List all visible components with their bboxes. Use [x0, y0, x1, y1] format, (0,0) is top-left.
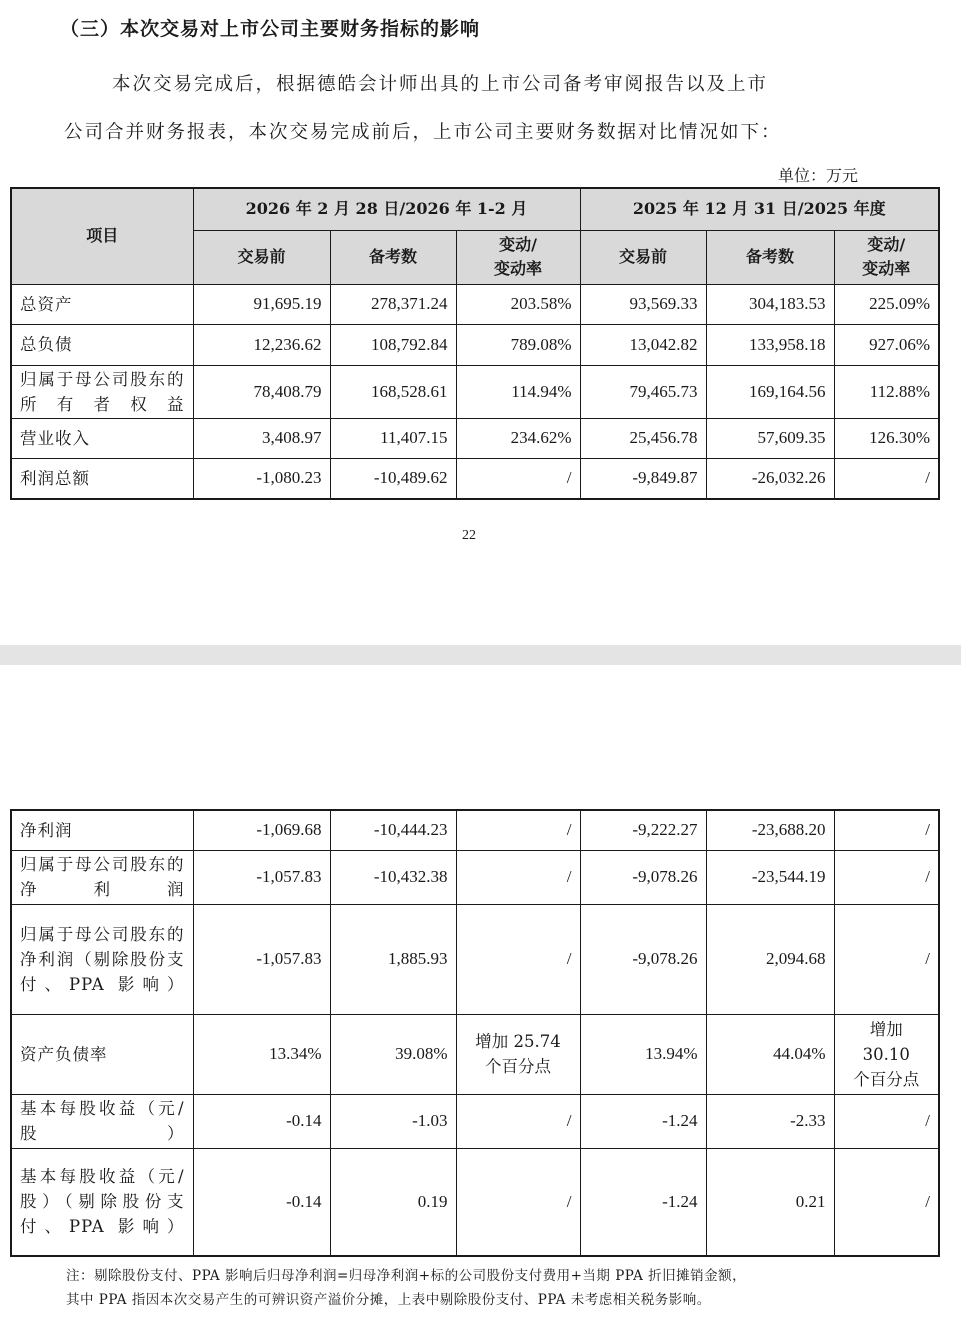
cell-value: 114.94%	[456, 365, 580, 418]
cell-value: 78,408.79	[193, 365, 330, 418]
cell-value: 169,164.56	[706, 365, 834, 418]
row-label: 营业收入	[11, 418, 193, 458]
cell-value: -1,057.83	[193, 904, 330, 1014]
cell-value: 13.94%	[580, 1014, 706, 1094]
cell-value: 91,695.19	[193, 284, 330, 324]
header-period-2025: 2025 年 12 月 31 日/2025 年度	[580, 188, 939, 230]
cell-value: -23,688.20	[706, 810, 834, 850]
table-row	[11, 850, 939, 904]
cell-value: /	[834, 904, 939, 1014]
cell-value: 234.62%	[456, 418, 580, 458]
header-proforma-2026: 备考数	[330, 230, 456, 284]
cell-value: /	[456, 1148, 580, 1256]
cell-value: 1,885.93	[330, 904, 456, 1014]
table-footnote	[66, 1264, 746, 1312]
table-row	[11, 1014, 939, 1094]
cell-value: 304,183.53	[706, 284, 834, 324]
row-label: 归属于母公司股东的净利润	[11, 850, 193, 904]
row-label: 净利润	[11, 810, 193, 850]
row-label: 基本每股收益（元/股）（剔除股份支付、PPA 影响）	[11, 1148, 193, 1256]
unit-label: 单位：万元	[778, 166, 859, 185]
intro-paragraph-line2: 公司合并财务报表，本次交易完成前后，上市公司主要财务数据对比情况如下：	[64, 122, 782, 143]
row-label: 归属于母公司股东的所有者权益	[11, 365, 193, 418]
cell-value: 93,569.33	[580, 284, 706, 324]
cell-value: 57,609.35	[706, 418, 834, 458]
header-before-2025: 交易前	[580, 230, 706, 284]
table-row	[11, 904, 939, 1014]
cell-value: 225.09%	[834, 284, 939, 324]
cell-value: -0.14	[193, 1148, 330, 1256]
header-before-2026: 交易前	[193, 230, 330, 284]
cell-value: -1,057.83	[193, 850, 330, 904]
row-label: 总资产	[11, 284, 193, 324]
cell-value: 927.06%	[834, 324, 939, 365]
cell-value: -0.14	[193, 1094, 330, 1148]
cell-value: 25,456.78	[580, 418, 706, 458]
cell-value: -10,432.38	[330, 850, 456, 904]
cell-value: 278,371.24	[330, 284, 456, 324]
cell-value: 2,094.68	[706, 904, 834, 1014]
row-label: 资产负债率	[11, 1014, 193, 1094]
cell-value: -9,078.26	[580, 850, 706, 904]
cell-value: /	[834, 810, 939, 850]
cell-value: 133,958.18	[706, 324, 834, 365]
header-change-2025: 变动/ 变动率	[834, 230, 939, 284]
cell-value: 39.08%	[330, 1014, 456, 1094]
cell-value: -10,489.62	[330, 458, 456, 499]
cell-value: 3,408.97	[193, 418, 330, 458]
cell-value: /	[834, 1148, 939, 1256]
row-label: 基本每股收益（元/股）	[11, 1094, 193, 1148]
cell-value: /	[456, 850, 580, 904]
cell-value: 112.88%	[834, 365, 939, 418]
cell-value: 168,528.61	[330, 365, 456, 418]
table-row	[11, 324, 939, 365]
table-row	[11, 1148, 939, 1256]
intro-paragraph-line1: 本次交易完成后，根据德皓会计师出具的上市公司备考审阅报告以及上市	[112, 74, 769, 95]
cell-value: 203.58%	[456, 284, 580, 324]
cell-value: /	[456, 458, 580, 499]
table-row	[11, 810, 939, 850]
header-change-2026: 变动/ 变动率	[456, 230, 580, 284]
table-row	[11, 365, 939, 418]
cell-value: 13.34%	[193, 1014, 330, 1094]
cell-value: /	[456, 904, 580, 1014]
cell-value: 12,236.62	[193, 324, 330, 365]
cell-value: /	[834, 1094, 939, 1148]
footnote-line2: 其中 PPA 指因本次交易产生的可辨识资产溢价分摊，上表中剔除股份支付、PPA 未考虑相关税务影响。	[66, 1292, 711, 1308]
cell-value: /	[456, 1094, 580, 1148]
cell-value: 增加 25.74 个百分点	[456, 1014, 580, 1094]
cell-value: 789.08%	[456, 324, 580, 365]
cell-value: 108,792.84	[330, 324, 456, 365]
header-proforma-2025: 备考数	[706, 230, 834, 284]
financial-table-part2	[10, 809, 940, 1257]
cell-value: -1.03	[330, 1094, 456, 1148]
cell-value: -1.24	[580, 1148, 706, 1256]
cell-value: /	[834, 850, 939, 904]
cell-value: -23,544.19	[706, 850, 834, 904]
cell-value: /	[456, 810, 580, 850]
header-item: 项目	[11, 188, 193, 284]
cell-value: -10,444.23	[330, 810, 456, 850]
page-number: 22	[462, 528, 476, 543]
cell-value: -9,078.26	[580, 904, 706, 1014]
cell-value: -1,069.68	[193, 810, 330, 850]
table-row	[11, 458, 939, 499]
cell-value: -9,222.27	[580, 810, 706, 850]
cell-value: 126.30%	[834, 418, 939, 458]
cell-value: 增加 30.10 个百分点	[834, 1014, 939, 1094]
row-label: 总负债	[11, 324, 193, 365]
cell-value: 13,042.82	[580, 324, 706, 365]
cell-value: 79,465.73	[580, 365, 706, 418]
cell-value: -1.24	[580, 1094, 706, 1148]
cell-value: -1,080.23	[193, 458, 330, 499]
cell-value: -26,032.26	[706, 458, 834, 499]
financial-table-part1	[10, 187, 940, 500]
header-period-2026: 2026 年 2 月 28 日/2026 年 1-2 月	[193, 188, 580, 230]
cell-value: 0.21	[706, 1148, 834, 1256]
cell-value: 44.04%	[706, 1014, 834, 1094]
section-heading: （三）本次交易对上市公司主要财务指标的影响	[60, 18, 481, 40]
footnote-line1: 注：剔除股份支付、PPA 影响后归母净利润=归母净利润+标的公司股份支付费用+当期 PPA 折旧摊销金额，	[66, 1268, 747, 1284]
table-row	[11, 1094, 939, 1148]
page-break-divider	[0, 645, 961, 665]
cell-value: -2.33	[706, 1094, 834, 1148]
cell-value: 0.19	[330, 1148, 456, 1256]
row-label: 利润总额	[11, 458, 193, 499]
cell-value: -9,849.87	[580, 458, 706, 499]
table-row	[11, 284, 939, 324]
cell-value: /	[834, 458, 939, 499]
cell-value: 11,407.15	[330, 418, 456, 458]
table-row	[11, 418, 939, 458]
row-label: 归属于母公司股东的净利润（剔除股份支付、PPA 影响）	[11, 904, 193, 1014]
